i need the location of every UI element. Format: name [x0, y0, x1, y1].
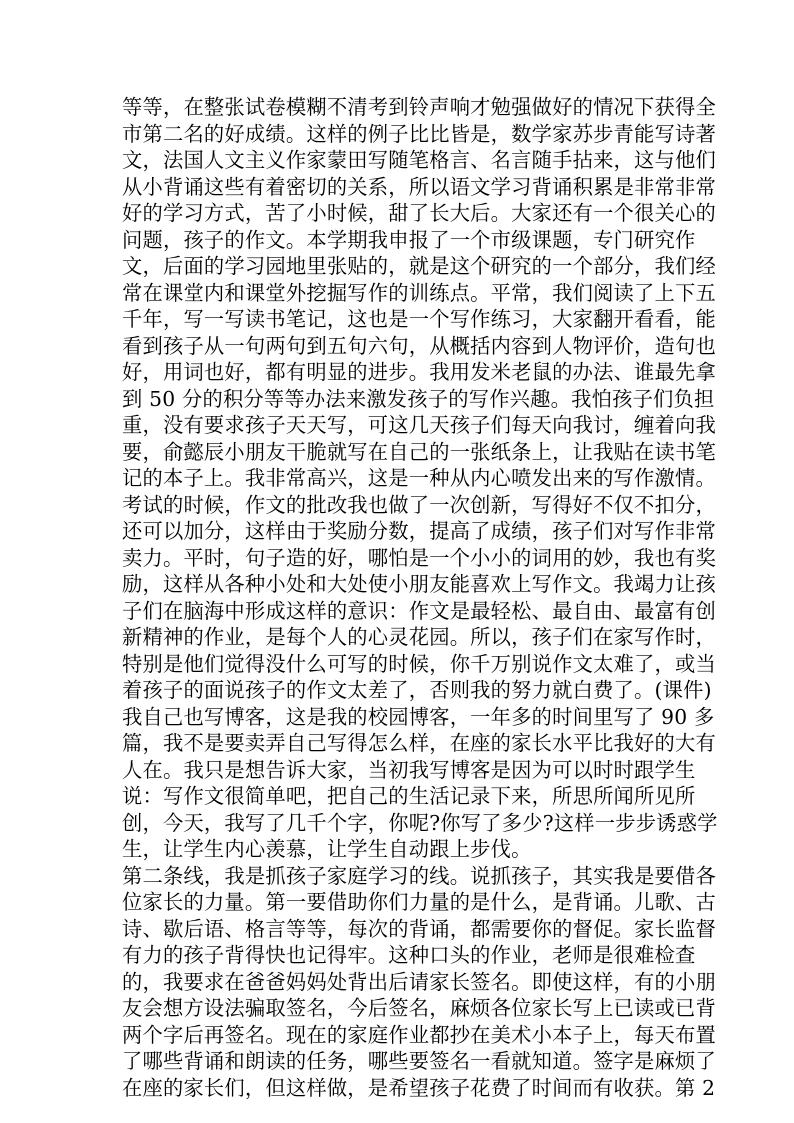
text-line: 诗、歇后语、格言等等，每次的背诵，都需要你的督促。家长监督 [122, 916, 716, 941]
text-line: 到 50 分的积分等等办法来激发孩子的写作兴趣。我怕孩子们负担 [122, 386, 715, 411]
text-line: 有力的孩子背得快也记得牢。这种口头的作业，老师是很难检查 [122, 943, 696, 967]
text-line: 千年，写一写读书笔记，这也是一个写作练习，大家翻开看看，能 [122, 307, 716, 331]
text-line: 新精神的作业，是每个人的心灵花园。所以，孩子们在家写作时， [122, 625, 716, 649]
text-line: 说：写作文很简单吧，把自己的生活记录下来，所思所闻所见所 [122, 784, 696, 808]
body-text [122, 94, 718, 1101]
text-line: 的，我要求在爸爸妈妈处背出后请家长签名。即使这样，有的小朋 [122, 969, 716, 994]
text-line: 等等，在整张试卷模糊不清考到铃声响才勉强做好的情况下获得全 [122, 95, 716, 119]
text-line: 了哪些背诵和朗读的任务，哪些要签名一看就知道。签字是麻烦了 [122, 1049, 716, 1073]
text-line: 励，这样从各种小处和大处使小朋友能喜欢上写作文。我竭力让孩 [122, 572, 716, 596]
text-line: 好，用词也好，都有明显的进步。我用发米老鼠的办法、谁最先拿 [122, 360, 716, 384]
text-line: 看到孩子从一句两句到五句六句，从概括内容到人物评价，造句也 [122, 333, 716, 358]
text-line: 第二条线，我是抓孩子家庭学习的线。说抓孩子，其实我是要借各 [122, 863, 716, 888]
text-line: 重，没有要求孩子天天写，可这几天孩子们每天向我讨，缠着向我 [122, 413, 716, 437]
text-line: 记的本子上。我非常高兴，这是一种从内心喷发出来的写作激情。 [122, 466, 716, 490]
text-line: 市第二名的好成绩。这样的例子比比皆是，数学家苏步青能写诗著 [122, 121, 716, 146]
text-line: 考试的时候，作文的批改我也做了一次创新，写得好不仅不扣分， [122, 492, 716, 517]
text-line: 在座的家长们，但这样做，是希望孩子花费了时间而有收获。第 2 [122, 1075, 716, 1100]
text-line: 我自己也写博客，这是我的校园博客，一年多的时间里写了 90 多 [122, 704, 715, 729]
text-line: 特别是他们觉得没什么可写的时候，你千万别说作文太难了，或当 [122, 651, 716, 676]
text-line: 卖力。平时，句子造的好，哪怕是一个小小的词用的妙，我也有奖 [122, 545, 716, 570]
text-line: 文，后面的学习园地里张贴的，就是这个研究的一个部分，我们经 [122, 254, 716, 278]
text-line: 好的学习方式，苦了小时候，甜了长大后。大家还有一个很关心的 [122, 201, 716, 225]
text-line: 创，今天，我写了几千个字，你呢?你写了多少?这样一步步诱惑学 [122, 810, 718, 835]
text-line: 还可以加分，这样由于奖励分数，提高了成绩，孩子们对写作非常 [122, 519, 716, 543]
text-line: 从小背诵这些有着密切的关系，所以语文学习背诵积累是非常非常 [122, 174, 716, 199]
text-line: 子们在脑海中形成这样的意识：作文是最轻松、最自由、最富有创 [122, 598, 716, 623]
text-line: 生，让学生内心羡慕，让学生自动跟上步伐。 [122, 837, 532, 861]
text-line: 着孩子的面说孩子的作文太差了，否则我的努力就白费了。(课件) [122, 678, 712, 702]
text-line: 常在课堂内和课堂外挖掘写作的训练点。平常，我们阅读了上下五 [122, 280, 716, 305]
text-line: 位家长的力量。第一要借助你们力量的是什么，是背诵。儿歌、古 [122, 890, 716, 914]
text-line: 要，俞懿辰小朋友干脆就写在自己的一张纸条上，让我贴在读书笔 [122, 439, 716, 464]
text-line: 问题，孩子的作文。本学期我申报了一个市级课题，专门研究作 [122, 227, 696, 252]
text-line: 友会想方设法骗取签名，今后签名，麻烦各位家长写上已读或已背 [122, 996, 716, 1020]
text-line: 篇，我不是要卖弄自己写得怎么样，在座的家长水平比我好的大有 [122, 731, 716, 755]
text-line: 文，法国人文主义作家蒙田写随笔格言、名言随手拈来，这与他们 [122, 148, 716, 172]
text-line: 两个字后再签名。现在的家庭作业都抄在美术小本子上，每天布置 [122, 1022, 716, 1047]
text-line: 人在。我只是想告诉大家，当初我写博客是因为可以时时跟学生 [122, 757, 696, 782]
